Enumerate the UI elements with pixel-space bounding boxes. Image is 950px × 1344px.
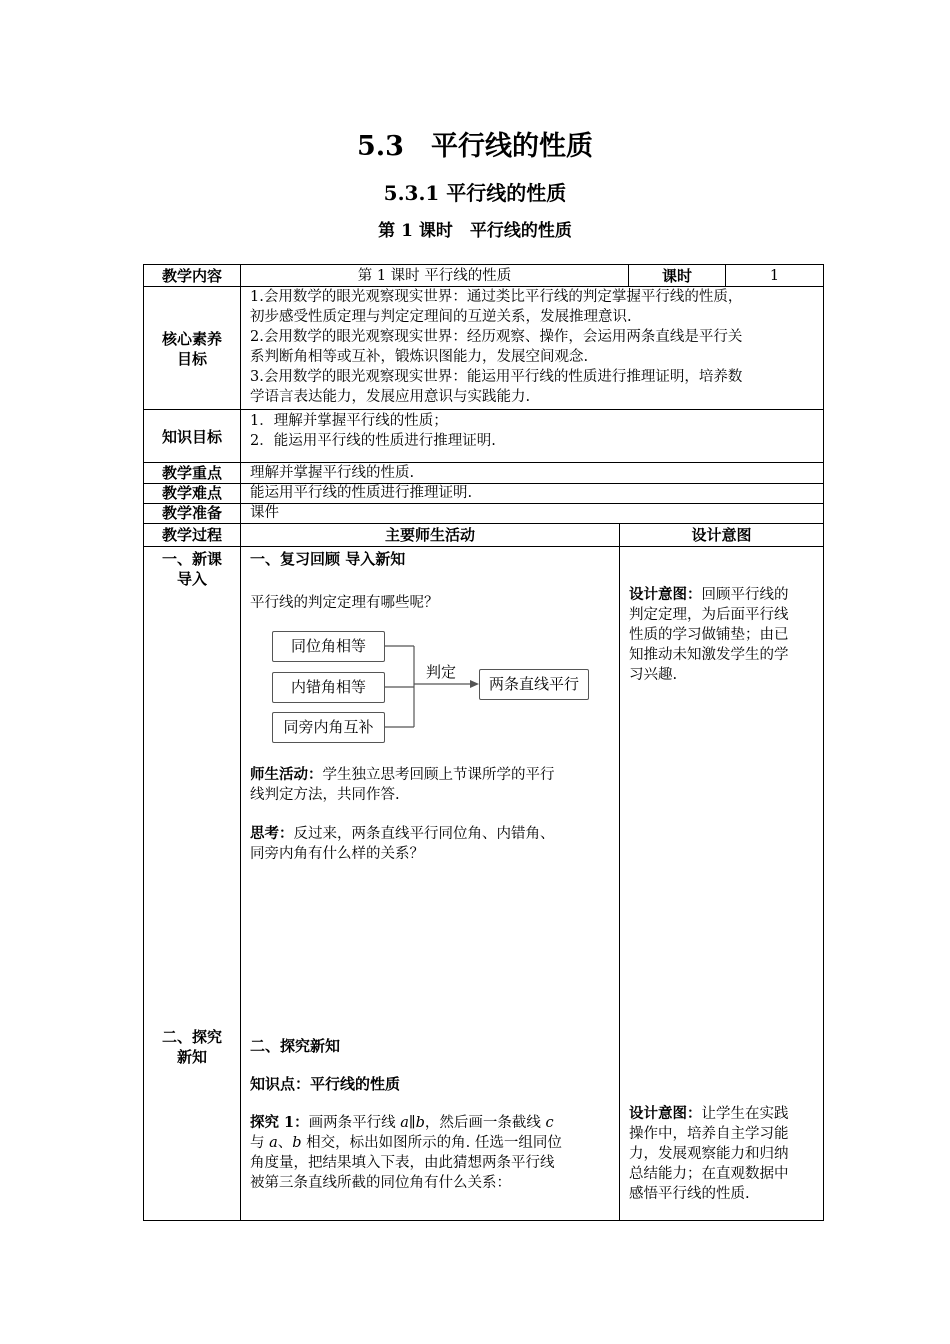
core-goals [250, 287, 820, 407]
criterion-box: 内错角相等 [272, 672, 385, 703]
think-prompt: 思考：反过来，两条直线平行同位角、内错角、 同旁内角有什么样的关系？ [250, 825, 555, 862]
knowledge-line: 1．理解并掌握平行线的性质； [250, 413, 448, 429]
knowledge-label: 知识目标 [161, 428, 222, 446]
stage1-design-intent: 设计意图：回顾平行线的 判定定理，为后面平行线 性质的学习做铺垫；由已 知推动未知激发学生的学 习兴趣. [629, 586, 789, 683]
core-goal-line: 3.会用数学的眼光观察现实世界：能运用平行线的性质进行推理证明，培养数 [250, 369, 743, 385]
core-label: 核心素养 目标 [161, 330, 222, 368]
content-label: 教学内容 [161, 267, 222, 285]
teacher-student-activity: 师生活动：学生独立思考回顾上节课所学的平行 线判定方法，共同作答. [250, 766, 555, 803]
knowledge-line: 2．能运用平行线的性质进行推理证明. [250, 433, 496, 449]
design-column-header: 设计意图 [691, 526, 752, 544]
criterion-box: 同位角相等 [272, 631, 385, 662]
lesson-title: 第 1 课时 平行线的性质 [378, 221, 572, 241]
knowledge-point: 知识点：平行线的性质 [250, 1075, 401, 1093]
hours-value: 1 [769, 268, 780, 284]
prep-label: 教学准备 [161, 504, 222, 522]
stage1-question: 平行线的判定定理有哪些呢？ [250, 595, 439, 611]
process-label: 教学过程 [161, 526, 222, 544]
prep-value: 课件 [250, 505, 279, 521]
core-goal-line: 学语言表达能力，发展应用意识与实践能力. [250, 389, 531, 405]
stage2-design-intent: 设计意图：让学生在实践 操作中，培养自主学习能 力，发展观察能力和归纳 总结能力；在直观数据中 感悟平行线的性质. [629, 1105, 789, 1202]
result-box: 两条直线平行 [479, 669, 589, 700]
section-title: 5.3.1 平行线的性质 [383, 181, 567, 205]
stage2-heading: 二、探究新知 [250, 1037, 341, 1055]
core-goal-line: 系判断角相等或互补，锻炼识图能力，发展空间观念. [250, 349, 589, 365]
criterion-box: 同旁内角互补 [272, 712, 385, 743]
stage2-label: 二、探究 新知 [161, 1028, 222, 1066]
core-goal-line: 初步感受性质定理与判定定理间的互逆关系，发展推理意识. [250, 309, 632, 325]
stage1-label: 一、新课 导入 [161, 550, 222, 588]
core-goal-line: 1.会用数学的眼光观察现实世界：通过类比平行线的判定掌握平行线的性质， [250, 289, 743, 305]
hours-label: 课时 [661, 267, 692, 285]
key-label: 教学重点 [161, 464, 222, 482]
content-value: 第 1 课时 平行线的性质 [357, 268, 512, 284]
core-goal-line: 2.会用数学的眼光观察现实世界：经历观察、操作，会运用两条直线是平行关 [250, 329, 743, 345]
difficulty-label: 教学难点 [161, 484, 222, 502]
knowledge-goals [250, 411, 810, 451]
key-value: 理解并掌握平行线的性质. [250, 465, 415, 481]
explore-1: 探究 1：画两条平行线 a∥b，然后画一条截线 c 与 a、b 相交，标出如图所示的角. 任选一组同位 角度量，把结果填入下表，由此猜想两条平行线 被第三条直线所截的同位角有什么关系： [250, 1114, 562, 1191]
activity-column-header: 主要师生活动 [384, 526, 475, 544]
stage1-heading: 一、复习回顾 导入新知 [250, 550, 406, 568]
arrow-label: 判定 [426, 663, 457, 681]
page-title: 5.3 平行线的性质 [357, 131, 593, 162]
difficulty-value: 能运用平行线的性质进行推理证明. [250, 485, 473, 501]
